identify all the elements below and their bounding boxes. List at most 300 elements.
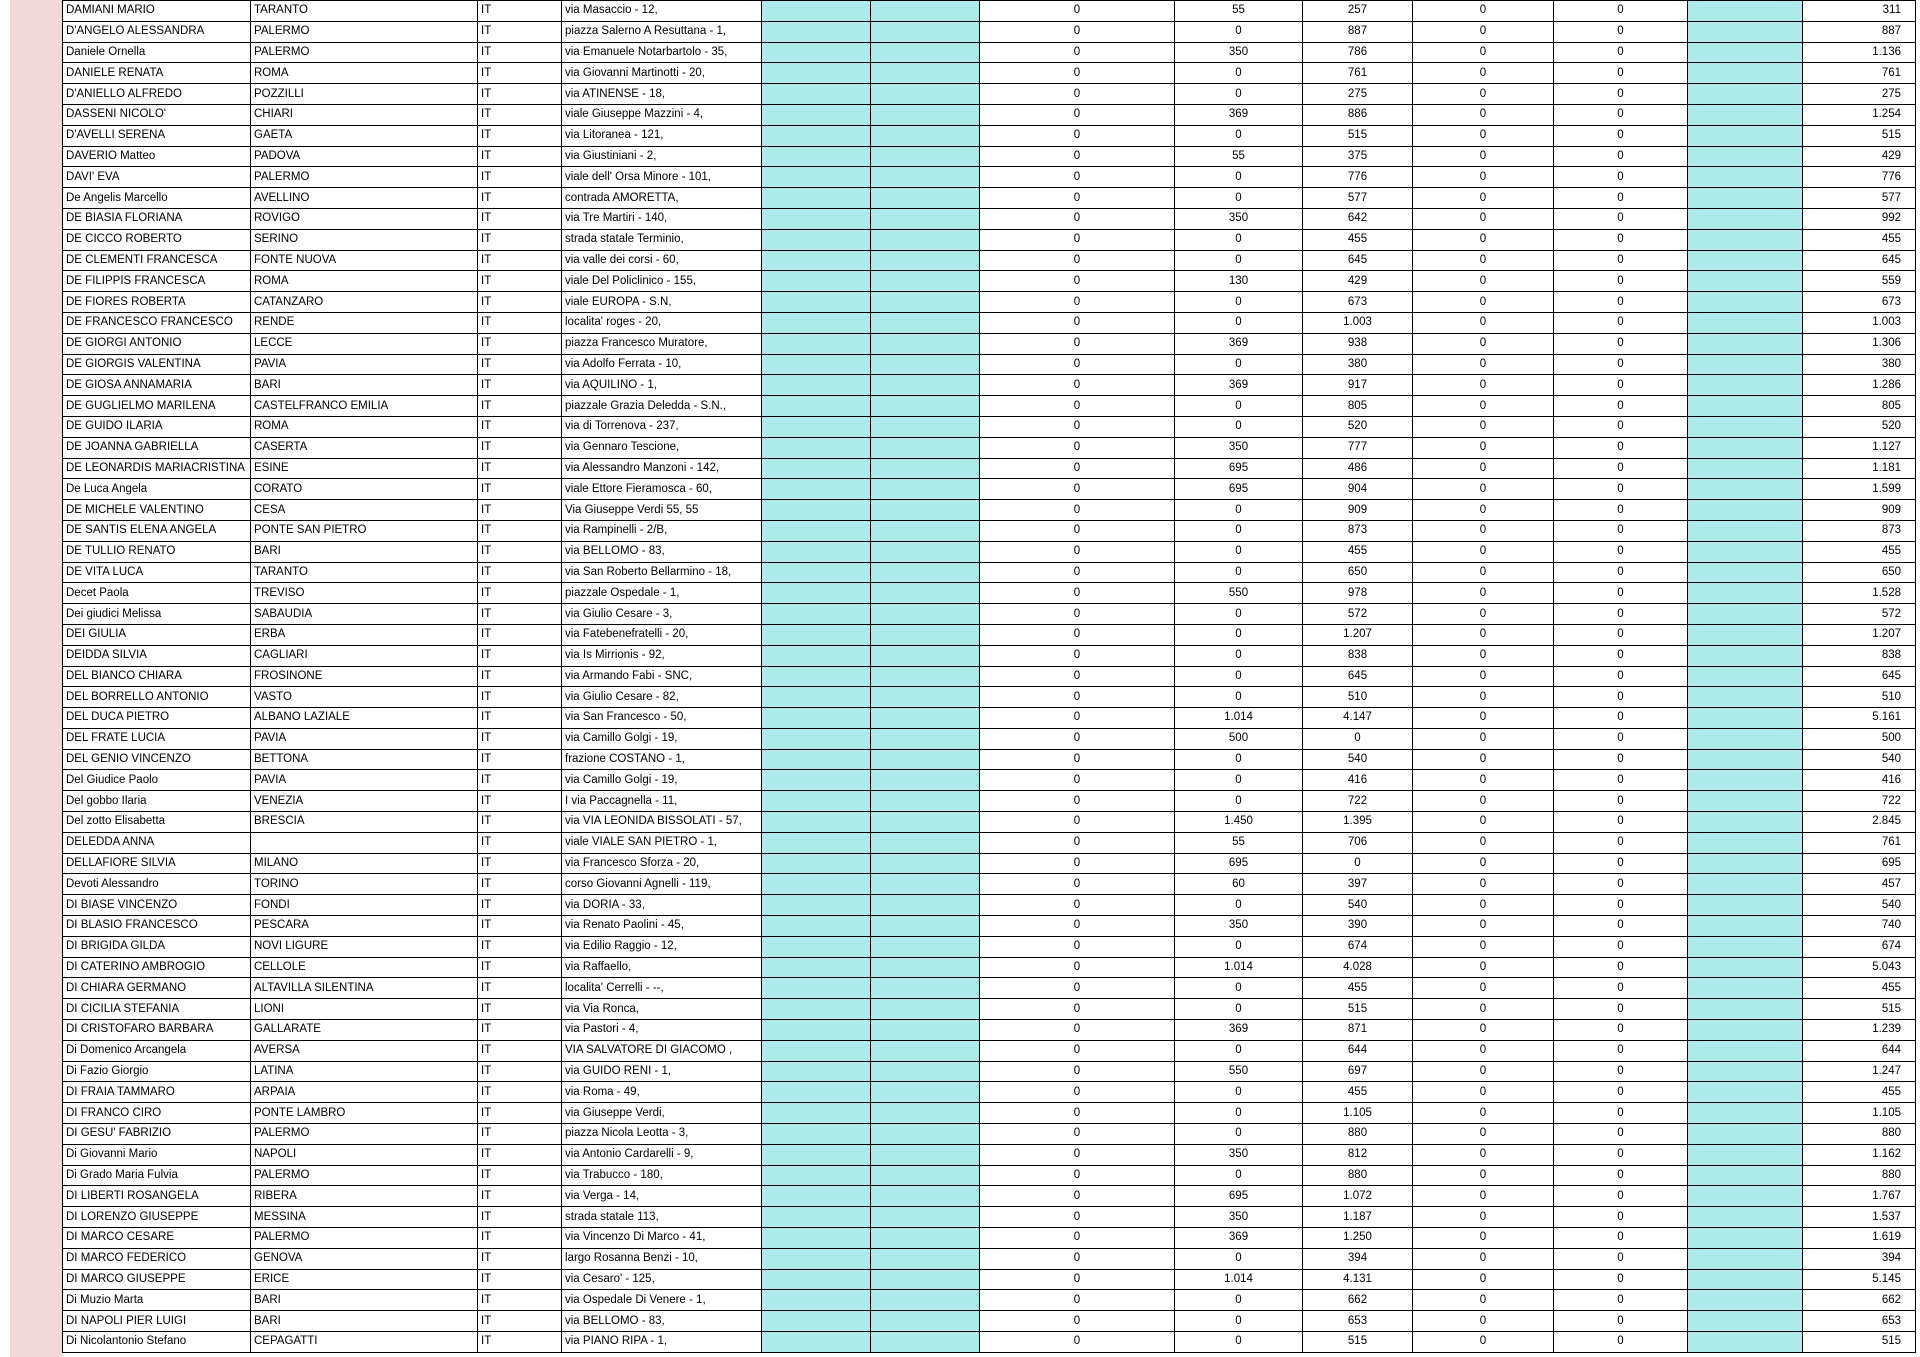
highlight-cell — [762, 1, 871, 22]
amount-cell: 0 — [1554, 1228, 1688, 1249]
amount-cell: 0 — [1413, 188, 1554, 209]
amount-cell: 0 — [980, 791, 1175, 812]
amount-cell: 0 — [1413, 1, 1554, 22]
total-cell: 1.254 — [1803, 104, 1916, 125]
amount-cell: 871 — [1303, 1020, 1413, 1041]
amount-cell: 0 — [1175, 604, 1303, 625]
highlight-cell — [1688, 375, 1803, 396]
highlight-cell — [871, 853, 980, 874]
amount-cell: 540 — [1303, 749, 1413, 770]
amount-cell: 500 — [1175, 728, 1303, 749]
amount-cell: 0 — [1175, 1124, 1303, 1145]
amount-cell: 0 — [980, 1165, 1175, 1186]
amount-cell: 0 — [980, 687, 1175, 708]
amount-cell: 0 — [1175, 645, 1303, 666]
country-cell: IT — [478, 1040, 562, 1061]
name-cell: DANIELE RENATA — [63, 63, 251, 84]
highlight-cell — [871, 1020, 980, 1041]
amount-cell: 0 — [980, 936, 1175, 957]
amount-cell: 0 — [1554, 375, 1688, 396]
highlight-cell — [762, 104, 871, 125]
total-cell: 805 — [1803, 396, 1916, 417]
amount-cell: 880 — [1303, 1165, 1413, 1186]
country-cell: IT — [478, 396, 562, 417]
table-row — [63, 250, 1916, 271]
city-cell: BARI — [251, 541, 478, 562]
country-cell: IT — [478, 957, 562, 978]
amount-cell: 0 — [980, 312, 1175, 333]
country-cell: IT — [478, 936, 562, 957]
table-row — [63, 1290, 1916, 1311]
amount-cell: 0 — [1554, 1020, 1688, 1041]
address-cell: via Edilio Raggio - 12, — [562, 936, 762, 957]
city-cell: PALERMO — [251, 1228, 478, 1249]
table-row — [63, 292, 1916, 313]
amount-cell: 0 — [1554, 791, 1688, 812]
total-cell: 429 — [1803, 146, 1916, 167]
amount-cell: 0 — [1554, 1248, 1688, 1269]
address-cell: via Litoranea - 121, — [562, 125, 762, 146]
country-cell: IT — [478, 770, 562, 791]
highlight-cell — [871, 333, 980, 354]
name-cell: Devoti Alessandro — [63, 874, 251, 895]
amount-cell: 0 — [1175, 1165, 1303, 1186]
name-cell: Del zotto Elisabetta — [63, 812, 251, 833]
total-cell: 1.181 — [1803, 458, 1916, 479]
address-cell: via Alessandro Manzoni - 142, — [562, 458, 762, 479]
name-cell: DI LIBERTI ROSANGELA — [63, 1186, 251, 1207]
highlight-cell — [871, 936, 980, 957]
amount-cell: 0 — [980, 1040, 1175, 1061]
amount-cell: 0 — [1554, 1207, 1688, 1228]
address-cell: viale Ettore Fieramosca - 60, — [562, 479, 762, 500]
amount-cell: 0 — [980, 770, 1175, 791]
table-row — [63, 853, 1916, 874]
country-cell: IT — [478, 1061, 562, 1082]
highlight-cell — [762, 916, 871, 937]
country-cell: IT — [478, 1332, 562, 1353]
name-cell: DI BRIGIDA GILDA — [63, 936, 251, 957]
highlight-cell — [762, 1020, 871, 1041]
amount-cell: 0 — [980, 1311, 1175, 1332]
amount-cell: 0 — [1413, 500, 1554, 521]
country-cell: IT — [478, 978, 562, 999]
amount-cell: 0 — [1413, 84, 1554, 105]
address-cell: via Gennaro Tescione, — [562, 437, 762, 458]
highlight-cell — [762, 874, 871, 895]
amount-cell: 0 — [1554, 500, 1688, 521]
amount-cell: 394 — [1303, 1248, 1413, 1269]
city-cell — [251, 832, 478, 853]
highlight-cell — [1688, 21, 1803, 42]
amount-cell: 0 — [1554, 541, 1688, 562]
table-row — [63, 1269, 1916, 1290]
amount-cell: 0 — [1413, 978, 1554, 999]
highlight-cell — [871, 146, 980, 167]
amount-cell: 0 — [1413, 250, 1554, 271]
address-cell: via Giulio Cesare - 82, — [562, 687, 762, 708]
amount-cell: 0 — [1175, 520, 1303, 541]
amount-cell: 0 — [980, 666, 1175, 687]
amount-cell: 275 — [1303, 84, 1413, 105]
amount-cell: 0 — [1413, 957, 1554, 978]
highlight-cell — [762, 687, 871, 708]
amount-cell: 662 — [1303, 1290, 1413, 1311]
country-cell: IT — [478, 208, 562, 229]
amount-cell: 369 — [1175, 1020, 1303, 1041]
city-cell: SABAUDIA — [251, 604, 478, 625]
city-cell: ROMA — [251, 63, 478, 84]
highlight-cell — [1688, 271, 1803, 292]
country-cell: IT — [478, 1207, 562, 1228]
total-cell: 1.136 — [1803, 42, 1916, 63]
highlight-cell — [1688, 562, 1803, 583]
amount-cell: 0 — [1554, 1082, 1688, 1103]
amount-cell: 0 — [980, 1061, 1175, 1082]
amount-cell: 0 — [1413, 1020, 1554, 1041]
city-cell: AVERSA — [251, 1040, 478, 1061]
name-cell: DEIDDA SILVIA — [63, 645, 251, 666]
city-cell: BRESCIA — [251, 812, 478, 833]
highlight-cell — [1688, 416, 1803, 437]
highlight-cell — [1688, 1311, 1803, 1332]
amount-cell: 0 — [980, 1144, 1175, 1165]
amount-cell: 0 — [1175, 936, 1303, 957]
amount-cell: 0 — [1554, 874, 1688, 895]
amount-cell: 0 — [1413, 1061, 1554, 1082]
amount-cell: 0 — [1413, 832, 1554, 853]
amount-cell: 0 — [1554, 1103, 1688, 1124]
total-cell: 510 — [1803, 687, 1916, 708]
city-cell: TREVISO — [251, 583, 478, 604]
amount-cell: 540 — [1303, 895, 1413, 916]
city-cell: PONTE LAMBRO — [251, 1103, 478, 1124]
amount-cell: 0 — [1413, 21, 1554, 42]
amount-cell: 0 — [1554, 333, 1688, 354]
highlight-cell — [1688, 812, 1803, 833]
amount-cell: 0 — [1175, 63, 1303, 84]
highlight-cell — [762, 292, 871, 313]
name-cell: D'ANIELLO ALFREDO — [63, 84, 251, 105]
highlight-cell — [1688, 250, 1803, 271]
highlight-cell — [1688, 520, 1803, 541]
highlight-cell — [1688, 167, 1803, 188]
address-cell: piazza Salerno A Resuttana - 1, — [562, 21, 762, 42]
amount-cell: 887 — [1303, 21, 1413, 42]
amount-cell: 0 — [1554, 562, 1688, 583]
city-cell: PALERMO — [251, 167, 478, 188]
highlight-cell — [871, 1311, 980, 1332]
name-cell: DI CICILIA STEFANIA — [63, 999, 251, 1020]
country-cell: IT — [478, 104, 562, 125]
amount-cell: 1.014 — [1175, 957, 1303, 978]
highlight-cell — [871, 749, 980, 770]
amount-cell: 0 — [980, 1332, 1175, 1353]
highlight-cell — [871, 104, 980, 125]
amount-cell: 838 — [1303, 645, 1413, 666]
name-cell: DE JOANNA GABRIELLA — [63, 437, 251, 458]
address-cell: piazza Nicola Leotta - 3, — [562, 1124, 762, 1145]
highlight-cell — [871, 292, 980, 313]
name-cell: DI FRANCO CIRO — [63, 1103, 251, 1124]
amount-cell: 805 — [1303, 396, 1413, 417]
amount-cell: 0 — [1413, 624, 1554, 645]
address-cell: via Cesaro' - 125, — [562, 1269, 762, 1290]
total-cell: 416 — [1803, 770, 1916, 791]
table-row — [63, 687, 1916, 708]
name-cell: DE CICCO ROBERTO — [63, 229, 251, 250]
amount-cell: 350 — [1175, 437, 1303, 458]
table-row — [63, 1103, 1916, 1124]
amount-cell: 0 — [1554, 1144, 1688, 1165]
address-cell: via BELLOMO - 83, — [562, 1311, 762, 1332]
amount-cell: 510 — [1303, 687, 1413, 708]
highlight-cell — [1688, 354, 1803, 375]
total-cell: 662 — [1803, 1290, 1916, 1311]
city-cell: MESSINA — [251, 1207, 478, 1228]
city-cell: NAPOLI — [251, 1144, 478, 1165]
highlight-cell — [762, 562, 871, 583]
amount-cell: 0 — [980, 916, 1175, 937]
country-cell: IT — [478, 21, 562, 42]
country-cell: IT — [478, 812, 562, 833]
left-margin-band — [10, 0, 62, 1357]
city-cell: VASTO — [251, 687, 478, 708]
table-row — [63, 312, 1916, 333]
table-row — [63, 229, 1916, 250]
name-cell: Del gobbo Ilaria — [63, 791, 251, 812]
amount-cell: 455 — [1303, 541, 1413, 562]
amount-cell: 257 — [1303, 1, 1413, 22]
address-cell: via Rampinelli - 2/B, — [562, 520, 762, 541]
table-row — [63, 645, 1916, 666]
highlight-cell — [1688, 333, 1803, 354]
city-cell: CASTELFRANCO EMILIA — [251, 396, 478, 417]
amount-cell: 0 — [980, 812, 1175, 833]
amount-cell: 0 — [980, 292, 1175, 313]
highlight-cell — [762, 978, 871, 999]
highlight-cell — [762, 749, 871, 770]
amount-cell: 0 — [1175, 624, 1303, 645]
address-cell: Via Giuseppe Verdi 55, 55 — [562, 500, 762, 521]
highlight-cell — [762, 1082, 871, 1103]
name-cell: De Luca Angela — [63, 479, 251, 500]
total-cell: 1.003 — [1803, 312, 1916, 333]
highlight-cell — [871, 312, 980, 333]
amount-cell: 0 — [1413, 208, 1554, 229]
table-row — [63, 208, 1916, 229]
amount-cell: 0 — [980, 354, 1175, 375]
amount-cell: 515 — [1303, 1332, 1413, 1353]
amount-cell: 0 — [1554, 624, 1688, 645]
address-cell: via Tre Martiri - 140, — [562, 208, 762, 229]
amount-cell: 0 — [980, 624, 1175, 645]
country-cell: IT — [478, 832, 562, 853]
highlight-cell — [1688, 312, 1803, 333]
highlight-cell — [871, 375, 980, 396]
country-cell: IT — [478, 354, 562, 375]
highlight-cell — [762, 21, 871, 42]
table-row — [63, 666, 1916, 687]
highlight-cell — [871, 1269, 980, 1290]
highlight-cell — [1688, 1144, 1803, 1165]
highlight-cell — [1688, 749, 1803, 770]
address-cell: via Verga - 14, — [562, 1186, 762, 1207]
address-cell: viale Del Policlinico - 155, — [562, 271, 762, 292]
city-cell: PALERMO — [251, 1165, 478, 1186]
country-cell: IT — [478, 437, 562, 458]
highlight-cell — [871, 874, 980, 895]
amount-cell: 0 — [1175, 1082, 1303, 1103]
amount-cell: 0 — [1554, 167, 1688, 188]
table-row — [63, 999, 1916, 1020]
table-row — [63, 957, 1916, 978]
amount-cell: 0 — [1175, 312, 1303, 333]
address-cell: piazzale Grazia Deledda - S.N., — [562, 396, 762, 417]
address-cell: viale VIALE SAN PIETRO - 1, — [562, 832, 762, 853]
country-cell: IT — [478, 624, 562, 645]
table-row — [63, 167, 1916, 188]
highlight-cell — [871, 1290, 980, 1311]
amount-cell: 0 — [1175, 188, 1303, 209]
highlight-cell — [762, 957, 871, 978]
amount-cell: 0 — [1175, 292, 1303, 313]
highlight-cell — [762, 333, 871, 354]
amount-cell: 0 — [980, 500, 1175, 521]
table-row — [63, 520, 1916, 541]
city-cell: ROMA — [251, 416, 478, 437]
highlight-cell — [762, 1103, 871, 1124]
amount-cell: 0 — [1413, 104, 1554, 125]
highlight-cell — [762, 250, 871, 271]
highlight-cell — [762, 708, 871, 729]
highlight-cell — [762, 666, 871, 687]
name-cell: Di Giovanni Mario — [63, 1144, 251, 1165]
name-cell: DE SANTIS ELENA ANGELA — [63, 520, 251, 541]
country-cell: IT — [478, 1311, 562, 1332]
country-cell: IT — [478, 229, 562, 250]
name-cell: Di Fazio Giorgio — [63, 1061, 251, 1082]
amount-cell: 0 — [980, 1103, 1175, 1124]
country-cell: IT — [478, 562, 562, 583]
total-cell: 1.127 — [1803, 437, 1916, 458]
total-cell: 572 — [1803, 604, 1916, 625]
highlight-cell — [871, 250, 980, 271]
country-cell: IT — [478, 42, 562, 63]
total-cell: 645 — [1803, 666, 1916, 687]
amount-cell: 0 — [980, 1228, 1175, 1249]
total-cell: 674 — [1803, 936, 1916, 957]
city-cell: PALERMO — [251, 42, 478, 63]
address-cell: via Pastori - 4, — [562, 1020, 762, 1041]
highlight-cell — [762, 208, 871, 229]
city-cell: CASERTA — [251, 437, 478, 458]
amount-cell: 642 — [1303, 208, 1413, 229]
highlight-cell — [762, 1186, 871, 1207]
address-cell: via Masaccio - 12, — [562, 1, 762, 22]
highlight-cell — [762, 520, 871, 541]
highlight-cell — [762, 853, 871, 874]
highlight-cell — [762, 895, 871, 916]
amount-cell: 0 — [1413, 666, 1554, 687]
total-cell: 5.043 — [1803, 957, 1916, 978]
highlight-cell — [871, 1165, 980, 1186]
amount-cell: 695 — [1175, 853, 1303, 874]
amount-cell: 0 — [1554, 708, 1688, 729]
amount-cell: 0 — [980, 520, 1175, 541]
table-row — [63, 604, 1916, 625]
total-cell: 1.286 — [1803, 375, 1916, 396]
amount-cell: 0 — [1554, 728, 1688, 749]
highlight-cell — [1688, 1290, 1803, 1311]
country-cell: IT — [478, 853, 562, 874]
name-cell: DI MARCO CESARE — [63, 1228, 251, 1249]
highlight-cell — [762, 271, 871, 292]
amount-cell: 375 — [1303, 146, 1413, 167]
amount-cell: 0 — [1554, 832, 1688, 853]
name-cell: DE CLEMENTI FRANCESCA — [63, 250, 251, 271]
total-cell: 645 — [1803, 250, 1916, 271]
table-row — [63, 500, 1916, 521]
highlight-cell — [762, 146, 871, 167]
amount-cell: 0 — [980, 541, 1175, 562]
name-cell: DELLAFIORE SILVIA — [63, 853, 251, 874]
highlight-cell — [762, 1165, 871, 1186]
total-cell: 909 — [1803, 500, 1916, 521]
country-cell: IT — [478, 1124, 562, 1145]
amount-cell: 0 — [980, 42, 1175, 63]
name-cell: Decet Paola — [63, 583, 251, 604]
table-row — [63, 21, 1916, 42]
city-cell: BARI — [251, 375, 478, 396]
city-cell: BETTONA — [251, 749, 478, 770]
table-row — [63, 562, 1916, 583]
amount-cell: 0 — [980, 832, 1175, 853]
total-cell: 455 — [1803, 541, 1916, 562]
amount-cell: 0 — [980, 208, 1175, 229]
country-cell: IT — [478, 666, 562, 687]
name-cell: DE GUGLIELMO MARILENA — [63, 396, 251, 417]
total-cell: 761 — [1803, 63, 1916, 84]
highlight-cell — [1688, 146, 1803, 167]
highlight-cell — [1688, 500, 1803, 521]
name-cell: Di Muzio Marta — [63, 1290, 251, 1311]
city-cell: LIONI — [251, 999, 478, 1020]
name-cell: Daniele Ornella — [63, 42, 251, 63]
amount-cell: 0 — [1413, 604, 1554, 625]
address-cell: piazza Francesco Muratore, — [562, 333, 762, 354]
name-cell: DI CHIARA GERMANO — [63, 978, 251, 999]
address-cell: via San Francesco - 50, — [562, 708, 762, 729]
country-cell: IT — [478, 541, 562, 562]
address-cell: via ATINENSE - 18, — [562, 84, 762, 105]
highlight-cell — [762, 812, 871, 833]
highlight-cell — [871, 1186, 980, 1207]
amount-cell: 0 — [1175, 500, 1303, 521]
highlight-cell — [871, 1, 980, 22]
highlight-cell — [871, 1103, 980, 1124]
table-row — [63, 1124, 1916, 1145]
amount-cell: 0 — [980, 895, 1175, 916]
highlight-cell — [1688, 1, 1803, 22]
table-row — [63, 624, 1916, 645]
amount-cell: 0 — [980, 333, 1175, 354]
table-row — [63, 1061, 1916, 1082]
amount-cell: 0 — [1413, 1311, 1554, 1332]
city-cell: TARANTO — [251, 1, 478, 22]
amount-cell: 515 — [1303, 125, 1413, 146]
table-body — [63, 1, 1916, 1353]
